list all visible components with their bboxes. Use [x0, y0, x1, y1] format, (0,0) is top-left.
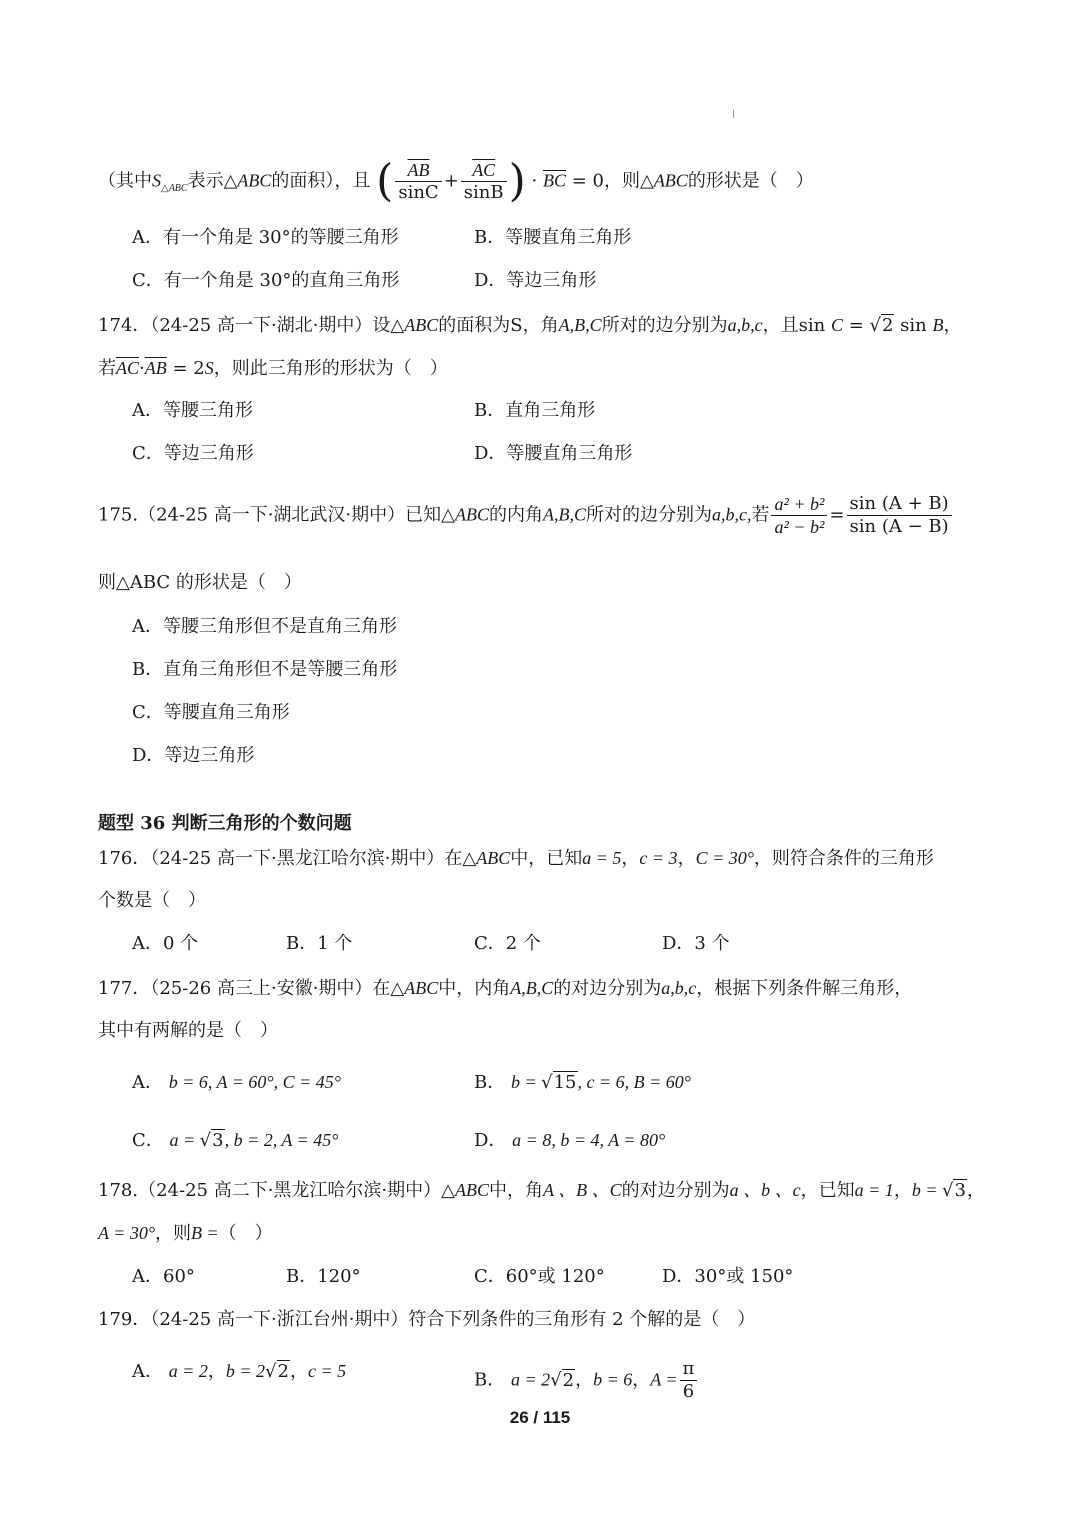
section-heading: 题型 36 判断三角形的个数问题 [98, 813, 352, 834]
q175-option-b: B．直角三角形但不是等腰三角形 [132, 659, 398, 680]
q176-stem-line2: 个数是（ ） [98, 890, 206, 911]
q179-option-b: B． a = 2√2，b = 6，A = $\frac{\pi}{6}$ [474, 1358, 699, 1403]
q178-option-d: D．30°或 150° [662, 1266, 794, 1287]
q174-option-d: D．等腰直角三角形 [474, 443, 633, 464]
q175-stem-line2: 则△ABC 的形状是（ ） [98, 572, 302, 593]
q178-option-a: A．60° [132, 1266, 195, 1287]
q178-stem-line1: 178.（24-25 高二下·黑龙江哈尔滨·期中）△ABC中，角A 、B 、C的对边分别为a 、b 、c，已知a = 1，b = √3， [98, 1180, 985, 1201]
q176-option-a: A．0 个 [132, 933, 199, 954]
q179-option-a: A． a = 2，b = 2√2，c = 5 [132, 1361, 347, 1382]
q173-frac-ab: $\frac{\overline{AB}}{\sin C}$ [395, 159, 441, 204]
q178-stem-line2: A = 30°，则B =（ ） [98, 1223, 273, 1244]
q176-stem-line1: 176．（24-25 高一下·黑龙江哈尔滨·期中）在△ABC中，已知a = 5，c = 3，C = 30°，则符合条件的三角形 [98, 848, 934, 869]
q177-option-c: C． a = √3, b = 2, A = 45° [132, 1130, 339, 1151]
q173-option-a: A．有一个角是 30°的等腰三角形 [132, 227, 399, 248]
q173-frac-ac: $\frac{\overline{AC}}{\sin B}$ [461, 159, 507, 204]
q173-stem: （其中$S_{\triangle ABC}$表示△ABC的面积），且 ( $\frac{\overline{AB}}{\sin C}$ + $\frac{\overline{AC}}{\sin B}$ ) · $\overline{BC} = 0$，则△ABC的形状是（ ） [98, 155, 814, 207]
q175-option-a: A．等腰三角形但不是直角三角形 [132, 616, 397, 637]
q175-option-c: C．等腰直角三角形 [132, 702, 290, 723]
q177-option-a: A． b = 6, A = 60°, C = 45° [132, 1072, 341, 1093]
q173-option-b: B．等腰直角三角形 [474, 227, 632, 248]
q178-option-c: C．60°或 120° [474, 1266, 605, 1287]
q175-option-d: D．等边三角形 [132, 745, 255, 766]
q176-option-d: D．3 个 [662, 933, 730, 954]
q177-stem-line1: 177．（25-26 高三上·安徽·期中）在△ABC中，内角A,B,C的对边分别为a,b,c，根据下列条件解三角形， [98, 978, 913, 999]
q179-frac-pi-over-6: $\frac{\pi}{6}$ [680, 1358, 698, 1403]
q177-option-b: B． b = √15, c = 6, B = 60° [474, 1072, 691, 1093]
q175-stem-line1: 175.（24-25 高一下·湖北武汉·期中）已知△ABC的内角A,B,C所对的边分别为a,b,c,若 $\frac{\text{a² + b²}}{\text{a² − b²}}$ = $\frac{\sin (A + B)}{\sin (A - B)}$ [98, 493, 954, 538]
q176-option-c: C．2 个 [474, 933, 541, 954]
q175-frac-sines: $\frac{\sin (A + B)}{\sin (A - B)}$ [847, 493, 952, 538]
q179-stem: 179．（24-25 高一下·浙江台州·期中）符合下列条件的三角形有 2 个解的是（ ） [98, 1309, 756, 1330]
q178-option-b: B．120° [286, 1266, 361, 1287]
scan-tick-mark [733, 110, 734, 118]
q174-option-b: B．直角三角形 [474, 400, 596, 421]
q174-option-a: A．等腰三角形 [132, 400, 253, 421]
q176-option-b: B．1 个 [286, 933, 353, 954]
q174-stem-line1: 174．（24-25 高一下·湖北·期中）设△ABC的面积为S，角A,B,C所对的边分别为a,b,c，且sin C = √2 sin B， [98, 315, 962, 336]
q174-option-c: C．等边三角形 [132, 443, 254, 464]
q173-option-d: D．等边三角形 [474, 270, 597, 291]
q174-stem-line2: 若$\overline{AC}\cdot\overline{AB} = 2S$，则此三角形的形状为（ ） [98, 358, 448, 379]
q177-option-d: D． a = 8, b = 4, A = 80° [474, 1130, 666, 1151]
q177-stem-line2: 其中有两解的是（ ） [98, 1020, 278, 1041]
q173-option-c: C．有一个角是 30°的直角三角形 [132, 270, 400, 291]
q175-frac-sides: $\frac{\text{a² + b²}}{\text{a² − b²}}$ [771, 493, 827, 538]
page-number: 26 / 115 [509, 1408, 571, 1427]
